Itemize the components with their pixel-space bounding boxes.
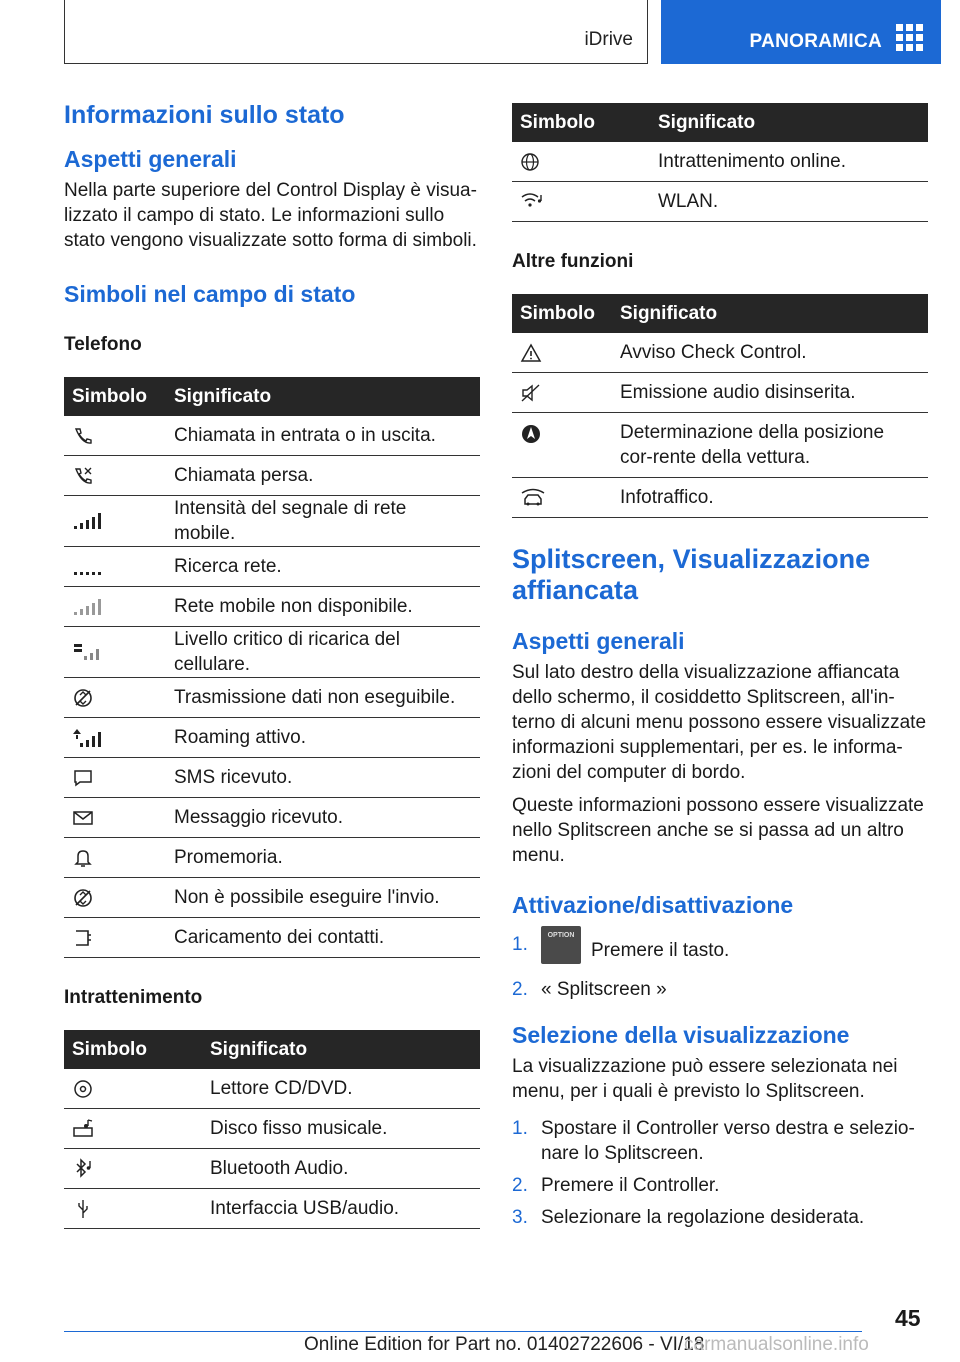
table-row bbox=[64, 587, 480, 627]
usb-icon bbox=[72, 1198, 94, 1220]
mute-icon bbox=[520, 383, 542, 403]
page-number: 45 bbox=[895, 1305, 921, 1331]
online-entertainment-icon bbox=[520, 151, 544, 173]
phone-heading: Telefono bbox=[64, 334, 142, 355]
row-text: Lettore CD/DVD. bbox=[202, 1069, 480, 1109]
col-symbol: Simbolo bbox=[64, 1030, 202, 1069]
split-paragraph-2: Queste informazioni possono essere visualizzate nello Splitscreen anche se si passa ad un altro menu. bbox=[512, 795, 924, 866]
row-text: Interfaccia USB/audio. bbox=[202, 1189, 480, 1229]
table-row bbox=[512, 142, 928, 182]
table-row bbox=[64, 416, 480, 456]
footer-divider bbox=[64, 1331, 862, 1332]
row-text: Disco fisso musicale. bbox=[202, 1109, 480, 1149]
warning-triangle-icon bbox=[520, 343, 542, 363]
step-text: Premere il Controller. bbox=[541, 1175, 720, 1196]
left-column bbox=[64, 100, 480, 1229]
table-row bbox=[512, 182, 928, 222]
header-section bbox=[64, 0, 648, 64]
sms-icon bbox=[72, 768, 94, 788]
phone-call-icon bbox=[72, 426, 94, 446]
row-text: Bluetooth Audio. bbox=[202, 1149, 480, 1189]
table-row bbox=[64, 1149, 480, 1189]
list-item: 2. Premere il Controller. bbox=[512, 1175, 720, 1196]
option-key-icon: OPTION bbox=[541, 926, 581, 964]
header-tab-panoramica[interactable] bbox=[661, 0, 941, 64]
list-item: 1. Spostare il Controller verso destra e selezio-nare lo Splitscreen. bbox=[512, 1116, 928, 1166]
row-text: WLAN. bbox=[650, 182, 928, 222]
row-text: SMS ricevuto. bbox=[166, 758, 480, 798]
selection-paragraph: La visualizzazione può essere selezionata nei menu, per i quali è previsto lo Splitscreen. bbox=[512, 1056, 898, 1102]
table-row bbox=[512, 478, 928, 518]
section-activation: Attivazione/disattivazione bbox=[512, 892, 794, 918]
col-symbol: Simbolo bbox=[512, 103, 650, 142]
row-text: Infotraffico. bbox=[612, 478, 928, 518]
split-paragraph-1: Sul lato destro della visualizzazione affiancata dello schermo, il cosiddetto Splitscreen, all'in-terno di alcuni menu possono essere visualizzate informazioni supplementari, per es. le informa-zioni del computer di bordo. bbox=[512, 662, 927, 783]
step-text: Selezionare la regolazione desiderata. bbox=[541, 1207, 865, 1228]
header-tab-label: PANORAMICA bbox=[749, 31, 882, 52]
table-row bbox=[64, 547, 480, 587]
footer-edition: Online Edition for Part no. 01402722606 - VI/18 bbox=[304, 1334, 705, 1355]
table-row bbox=[64, 718, 480, 758]
entertainment-table-continued bbox=[512, 103, 928, 222]
table-row bbox=[64, 496, 480, 547]
contacts-loading-icon bbox=[72, 927, 94, 949]
table-row bbox=[512, 413, 928, 478]
roaming-icon bbox=[72, 727, 102, 749]
table-row bbox=[64, 1069, 480, 1109]
table-row bbox=[64, 1109, 480, 1149]
col-symbol: Simbolo bbox=[512, 294, 612, 333]
col-meaning: Significato bbox=[650, 103, 928, 142]
cd-icon bbox=[72, 1078, 94, 1100]
table-row bbox=[512, 333, 928, 373]
list-item: 2. « Splitscreen » bbox=[512, 979, 667, 1000]
row-text: Determinazione della posizione cor-rente della vettura. bbox=[612, 413, 928, 478]
table-row bbox=[64, 758, 480, 798]
section-simboli: Simboli nel campo di stato bbox=[64, 281, 356, 307]
selection-steps bbox=[512, 1116, 928, 1230]
intro-paragraph: Nella parte superiore del Control Display è visua-lizzato il campo di stato. Le informazioni sullo stato vengono visualizzate sotto forma di simboli. bbox=[64, 180, 477, 251]
table-header bbox=[64, 377, 480, 416]
low-battery-icon bbox=[72, 642, 102, 662]
row-text: Chiamata in entrata o in uscita. bbox=[166, 416, 480, 456]
splitscreen-title: Splitscreen, Visualizzazione affiancata bbox=[512, 544, 871, 605]
row-text: Trasmissione dati non eseguibile. bbox=[166, 678, 480, 718]
page-title: Informazioni sullo stato bbox=[64, 101, 345, 129]
table-row bbox=[64, 878, 480, 918]
entertainment-symbol-table bbox=[64, 1030, 480, 1229]
row-text: Ricerca rete. bbox=[166, 547, 480, 587]
section-selection: Selezione della visualizzazione bbox=[512, 1022, 850, 1048]
table-row bbox=[64, 838, 480, 878]
navigation-position-icon bbox=[520, 423, 542, 445]
row-text: Non è possibile eseguire l'invio. bbox=[166, 878, 480, 918]
table-header bbox=[512, 294, 928, 333]
table-header bbox=[64, 1030, 480, 1069]
traffic-info-icon bbox=[520, 487, 546, 509]
section-aspetti-split: Aspetti generali bbox=[512, 628, 685, 654]
bell-icon bbox=[72, 847, 94, 869]
row-text: Livello critico di ricarica del cellulare. bbox=[166, 627, 480, 678]
col-symbol: Simbolo bbox=[64, 377, 166, 416]
row-text: Intensità del segnale di rete mobile. bbox=[166, 496, 480, 547]
row-text: Roaming attivo. bbox=[166, 718, 480, 758]
signal-strength-icon bbox=[72, 511, 102, 531]
step-text: Premere il tasto. bbox=[591, 940, 730, 962]
row-text: Promemoria. bbox=[166, 838, 480, 878]
table-header bbox=[512, 103, 928, 142]
wlan-icon bbox=[520, 191, 546, 213]
entertainment-heading: Intrattenimento bbox=[64, 987, 203, 1008]
col-meaning: Significato bbox=[612, 294, 928, 333]
table-row bbox=[64, 678, 480, 718]
table-row bbox=[64, 798, 480, 838]
data-unavailable-icon bbox=[72, 687, 94, 709]
other-functions-table bbox=[512, 294, 928, 518]
right-column bbox=[512, 103, 928, 1240]
step-text: « Splitscreen » bbox=[541, 979, 667, 1000]
missed-call-icon bbox=[72, 466, 94, 486]
table-row bbox=[64, 918, 480, 958]
col-meaning: Significato bbox=[166, 377, 480, 416]
send-failed-icon bbox=[72, 887, 94, 909]
row-text: Messaggio ricevuto. bbox=[166, 798, 480, 838]
other-functions-heading: Altre funzioni bbox=[512, 251, 634, 272]
network-search-icon bbox=[72, 557, 102, 577]
row-text: Chiamata persa. bbox=[166, 456, 480, 496]
col-meaning: Significato bbox=[202, 1030, 480, 1069]
grid-menu-icon bbox=[896, 24, 923, 51]
no-network-icon bbox=[72, 597, 102, 617]
bluetooth-audio-icon bbox=[72, 1158, 96, 1180]
row-text: Emissione audio disinserita. bbox=[612, 373, 928, 413]
activation-steps bbox=[512, 932, 928, 1002]
table-row bbox=[64, 456, 480, 496]
phone-symbol-table bbox=[64, 377, 480, 958]
hard-disk-icon bbox=[72, 1118, 96, 1140]
row-text: Rete mobile non disponibile. bbox=[166, 587, 480, 627]
header-section-label: iDrive bbox=[584, 29, 633, 50]
watermark: carmanualsonline.info bbox=[684, 1334, 869, 1355]
row-text: Caricamento dei contatti. bbox=[166, 918, 480, 958]
list-item: 1. OPTIONPremere il tasto. bbox=[512, 932, 928, 970]
list-item: 3. Selezionare la regolazione desiderata. bbox=[512, 1207, 865, 1228]
row-text: Intrattenimento online. bbox=[650, 142, 928, 182]
table-row bbox=[512, 373, 928, 413]
table-row bbox=[64, 1189, 480, 1229]
section-aspetti: Aspetti generali bbox=[64, 146, 237, 172]
envelope-icon bbox=[72, 808, 94, 828]
table-row bbox=[64, 627, 480, 678]
row-text: Avviso Check Control. bbox=[612, 333, 928, 373]
step-text: Spostare il Controller verso destra e selezio-nare lo Splitscreen. bbox=[541, 1118, 915, 1164]
